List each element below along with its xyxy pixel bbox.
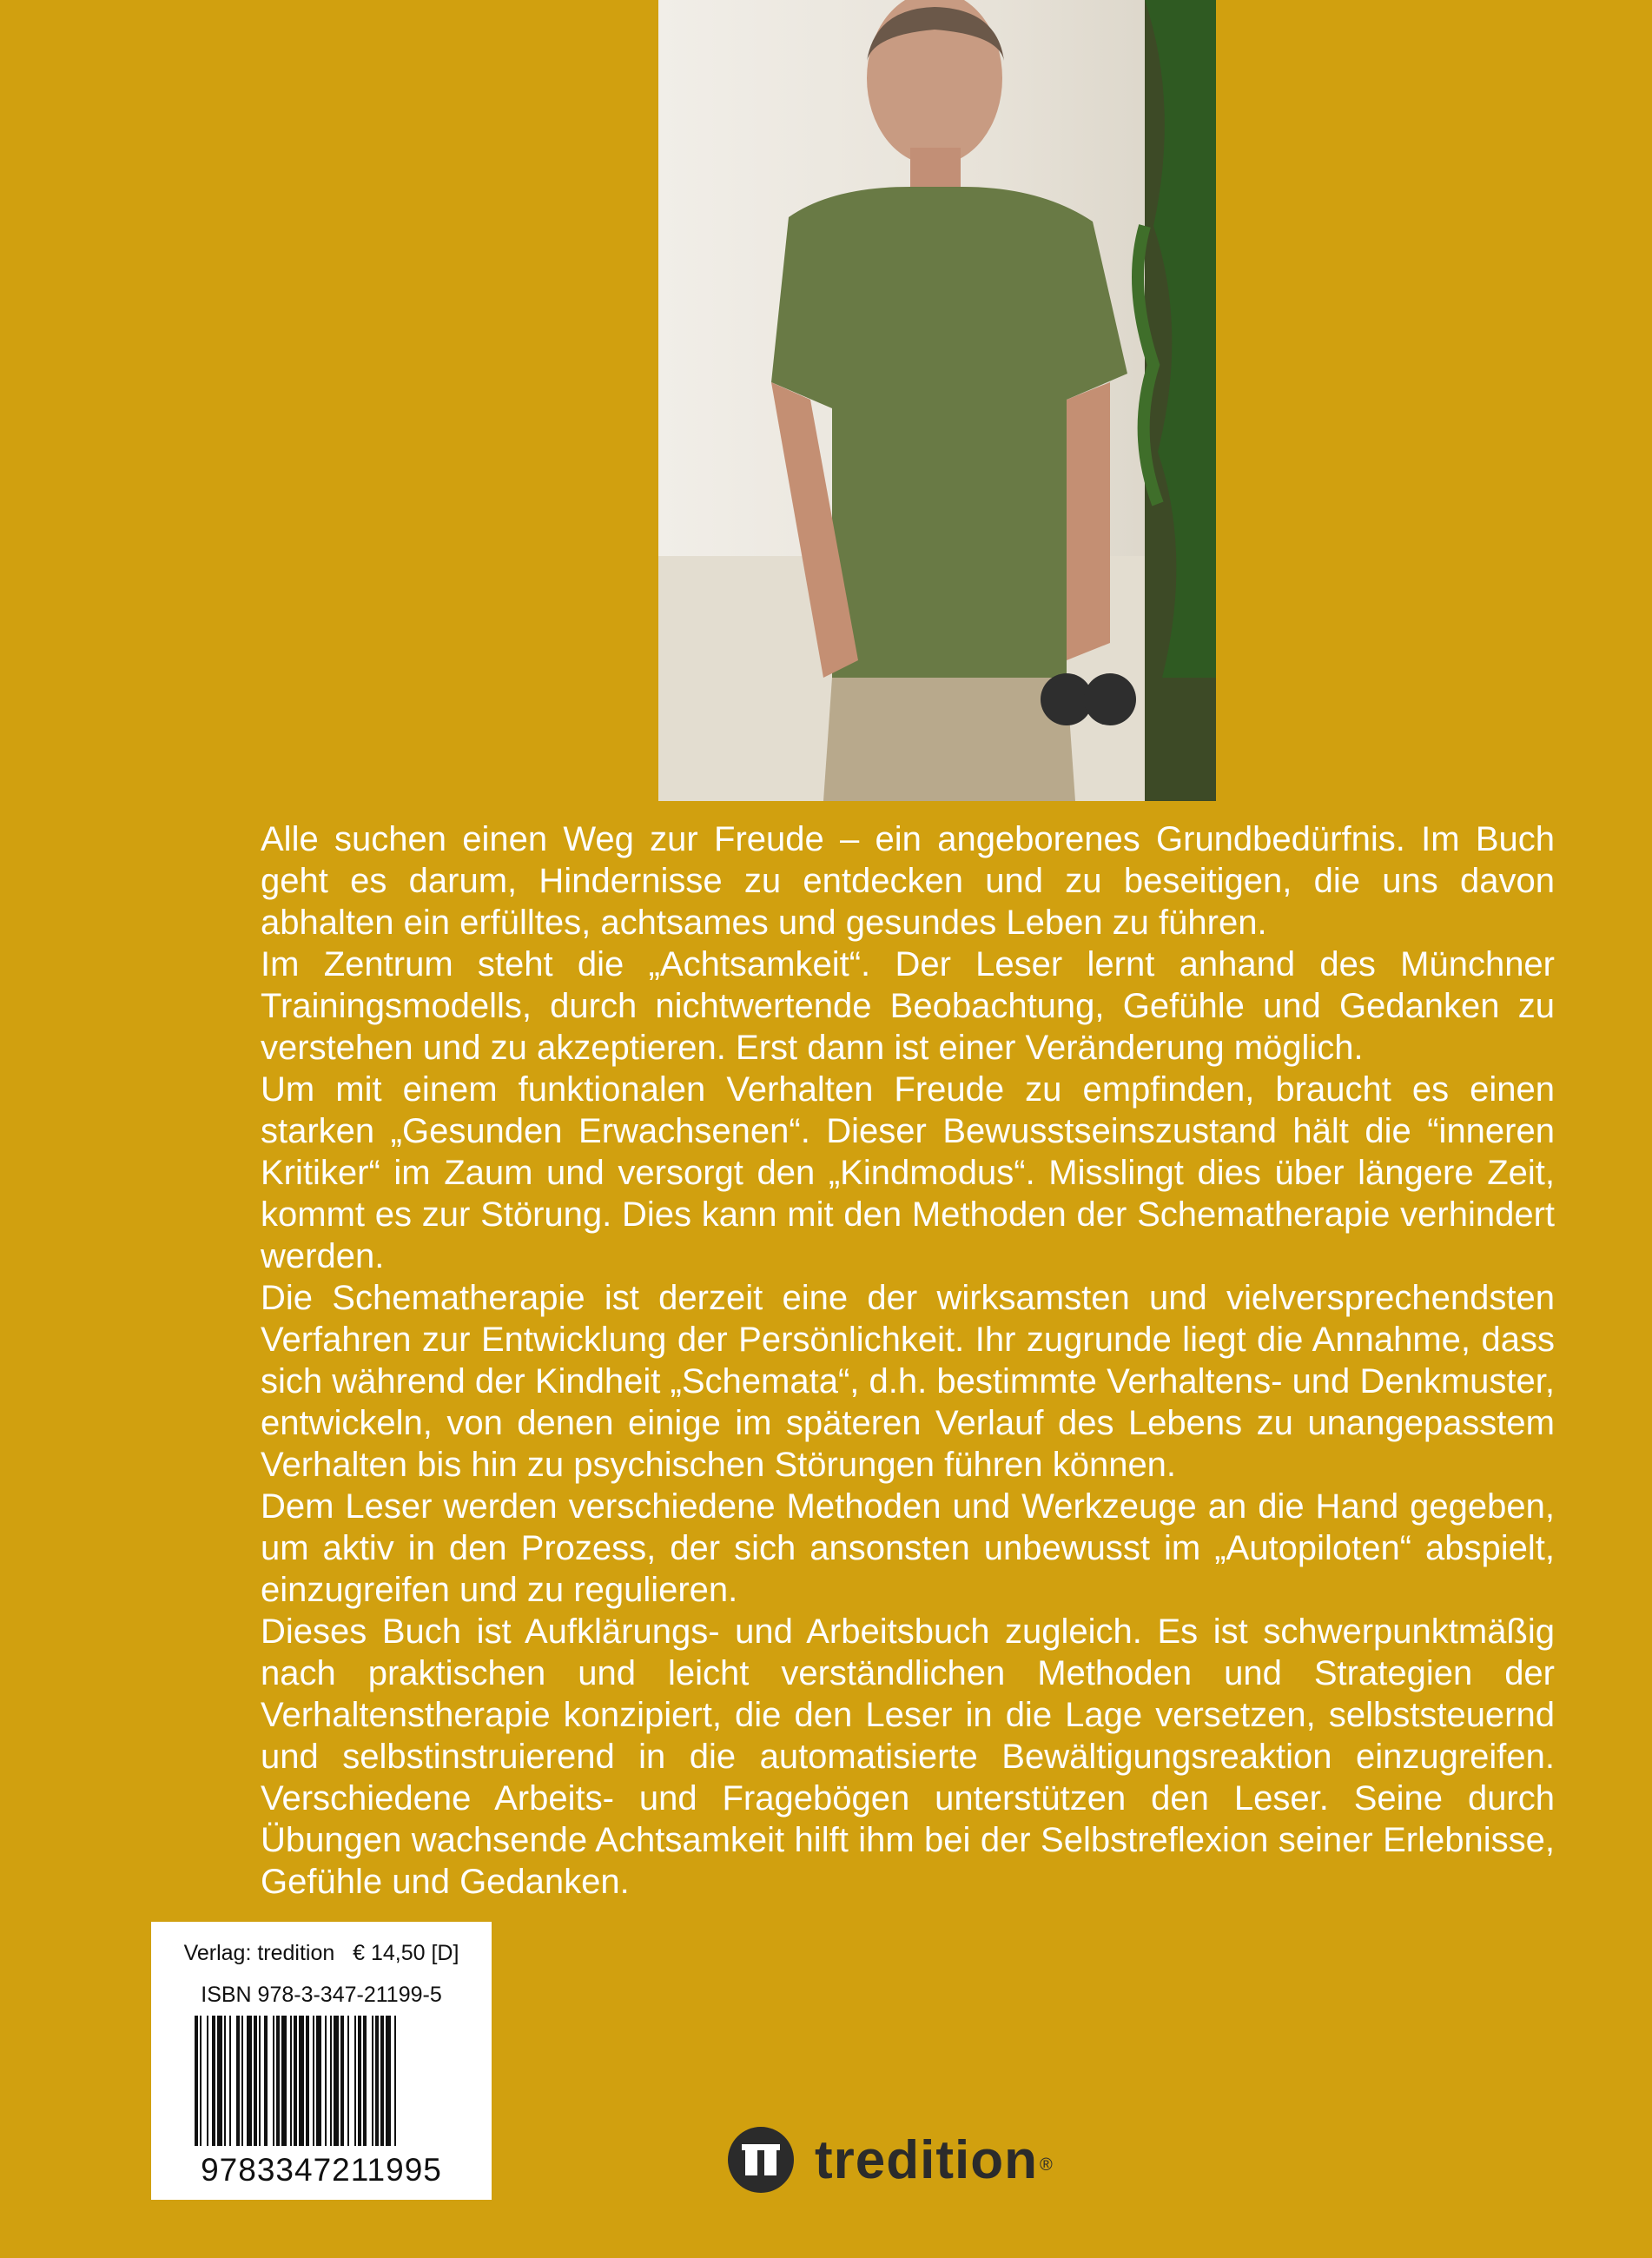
- barcode-box: [151, 1922, 492, 2200]
- author-portrait-photo-icon: [658, 0, 1216, 801]
- barcode-bar: [259, 2016, 261, 2146]
- barcode-bar: [281, 2016, 287, 2146]
- barcode-bar: [306, 2016, 309, 2146]
- barcode-number: 9783347211995: [201, 2152, 442, 2188]
- barcode-bar: [217, 2016, 222, 2146]
- barcode-bar: [358, 2016, 361, 2146]
- barcode-bar: [264, 2016, 268, 2146]
- barcode-bar: [254, 2016, 257, 2146]
- barcode-bar: [372, 2016, 373, 2146]
- barcode-bar: [363, 2016, 367, 2146]
- author-photo: [658, 0, 1216, 801]
- barcode-bar: [386, 2016, 391, 2146]
- barcode-bar: [212, 2016, 215, 2146]
- publisher-price: Verlag: tredition € 14,50 [D]: [183, 1941, 459, 1965]
- barcode-bar: [294, 2016, 297, 2146]
- blurb-paragraph: Dem Leser werden verschiedene Methoden und Werkzeuge an die Hand gegeben, um aktiv in den Prozess, der sich ansonsten unbewusst im „Autopiloten“ abspielt, einzugreifen und zu regulieren.: [261, 1487, 1555, 1609]
- barcode-bar: [200, 2016, 202, 2146]
- isbn-label: ISBN 978-3-347-21199-5: [201, 1983, 442, 2007]
- blurb-paragraph: Die Schematherapie ist derzeit eine der wirksamsten und vielversprechendsten Verfahren zur Entwicklung der Persönlichkeit. Ihr zugrunde liegt die Annahme, dass sich während der Kindheit „Schemata“, d.h. bestimmte Verhaltens- und Denkmuster, entwickeln, von denen einige im späteren Verlauf des Lebens zu unangepasstem Verhalten bis hin zu psychischen Störungen führen können.: [261, 1279, 1555, 1484]
- barcode-bar: [354, 2016, 356, 2146]
- blurb-paragraph: Um mit einem funktionalen Verhalten Freude zu empfinden, braucht es einen starken „Gesunden Erwachsenen“. Dieser Bewusstseinszustand hält die “inneren Kritiker“ im Zaum und versorgt den „Kindmodus“. Misslingt dies über längere Zeit, kommt es zur Störung. Dies kann mit den Methoden der Schematherapie verhindert werden.: [261, 1070, 1555, 1275]
- barcode-bar: [276, 2016, 280, 2146]
- blurb-paragraph: Alle suchen einen Weg zur Freude – ein angeborenes Grundbedürfnis. Im Buch geht es darum, Hindernisse zu entdecken und zu beseitigen, die uns davon abhalten ein erfülltes, achtsames und gesundes Leben zu führen.: [261, 820, 1555, 942]
- barcode-bar: [316, 2016, 321, 2146]
- barcode-bar: [229, 2016, 231, 2146]
- barcode-bar: [224, 2016, 226, 2146]
- logo-wordmark: tredition: [815, 2129, 1038, 2190]
- barcode-bar: [394, 2016, 396, 2146]
- barcode-bar: [380, 2016, 384, 2146]
- barcode-bar: [247, 2016, 252, 2146]
- barcode-bar: [273, 2016, 274, 2146]
- barcode-bar: [325, 2016, 327, 2146]
- barcode-bar: [241, 2016, 243, 2146]
- tredition-logo-icon: [728, 2127, 794, 2193]
- barcode-bar: [375, 2016, 379, 2146]
- barcode-bar: [195, 2016, 198, 2146]
- barcode-bar: [207, 2016, 208, 2146]
- barcode-icon: [195, 2016, 448, 2146]
- barcode-bar: [313, 2016, 314, 2146]
- barcode-bar: [330, 2016, 332, 2146]
- barcode-bar: [340, 2016, 344, 2146]
- barcode-bar: [299, 2016, 304, 2146]
- barcode-bar: [290, 2016, 292, 2146]
- barcode-bar: [236, 2016, 240, 2146]
- registered-mark: ®: [1039, 2155, 1053, 2175]
- barcode-bar: [334, 2016, 339, 2146]
- back-cover-blurb: [261, 818, 1555, 1903]
- blurb-paragraph: Dieses Buch ist Aufklärungs- und Arbeitsbuch zugleich. Es ist schwerpunktmäßig nach praktischen und leicht verständlichen Methoden und Strategien der Verhaltenstherapie konzipiert, die den Leser in die Lage versetzen, selbststeuernd und selbstinstruierend in die automatisierte Bewältigungsreaktion einzugreifen. Verschiedene Arbeits- und Fragebögen unterstützen den Leser. Seine durch Übungen wachsende Achtsamkeit hilft ihm bei der Selbstreflexion seiner Erlebnisse, Gefühle und Gedanken.: [261, 1612, 1555, 1901]
- barcode-bar: [347, 2016, 349, 2146]
- blurb-paragraph: Im Zentrum steht die „Achtsamkeit“. Der Leser lernt anhand des Münchner Trainingsmodells, durch nichtwertende Beobachtung, Gefühle und Gedanken zu verstehen und zu akzeptieren. Erst dann ist einer Veränderung möglich.: [261, 945, 1555, 1067]
- publisher-logo: [728, 2125, 1051, 2195]
